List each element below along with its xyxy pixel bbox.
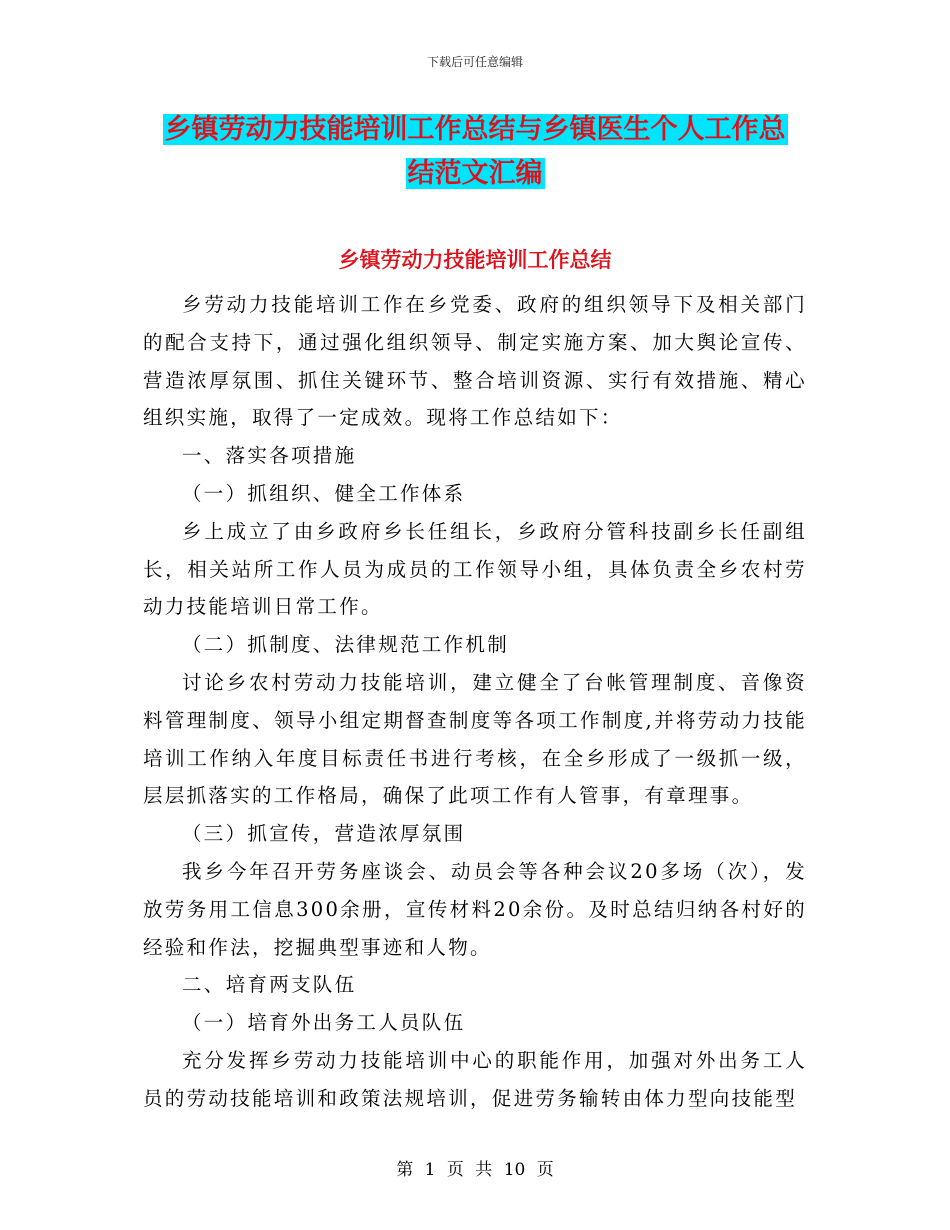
paragraph: 充分发挥乡劳动力技能培训中心的职能作用，加强对外出务工人员的劳动技能培训和政策法规培训，促进劳务输转由体力型向技能型 [143,1048,807,1110]
heading-level-1: 二、培育两支队伍 [182,973,357,997]
title-highlight-2: 结范文汇编 [407,158,543,189]
paragraph: 乡上成立了由乡政府乡长任组长，乡政府分管科技副乡长任副组长，相关站所工作人员为成员的工作领导小组，具体负责全乡农村劳动力技能培训日常工作。 [143,519,807,619]
header-note: 下载后可任意编辑 [426,55,523,69]
heading-level-2: （一）抓组织、健全工作体系 [182,481,466,505]
paragraph: 乡劳动力技能培训工作在乡党委、政府的组织领导下及相关部门的配合支持下，通过强化组织领导、制定实施方案、加大舆论宣传、营造浓厚氛围、抓住关键环节、整合培训资源、实行有效措施、精心组织实施，取得了一定成效。现将工作总结如下： [143,293,807,430]
heading-level-2: （三）抓宣传，营造浓厚氛围 [182,822,466,846]
document-title-line-2 [0,154,950,194]
heading-level-2: （一）培育外出务工人员队伍 [182,1011,466,1035]
body-text [143,286,807,1118]
page-footer: 第 1 页 共 10 页 [396,1160,554,1180]
section-title: 乡镇劳动力技能培训工作总结 [338,248,612,272]
paragraph: 讨论乡农村劳动力技能培训，建立健全了台帐管理制度、音像资料管理制度、领导小组定期督查制度等各项工作制度,并将劳动力技能培训工作纳入年度目标责任书进行考核，在全乡形成了一级抓一级，层层抓落实的工作格局，确保了此项工作有人管事，有章理事。 [143,670,807,808]
heading-level-1: 一、落实各项措施 [182,444,357,468]
title-highlight-1: 乡镇劳动力技能培训工作总结与乡镇医生个人工作总 [164,114,786,145]
paragraph: 我乡今年召开劳务座谈会、动员会等各种会议20多场（次），发放劳务用工信息300余册，宣传材料20余份。及时总结归纳各村好的经验和作法，挖掘典型事迹和人物。 [143,859,807,959]
heading-level-2: （二）抓制度、法律规范工作机制 [182,633,510,657]
document-title-line-1 [0,110,950,150]
